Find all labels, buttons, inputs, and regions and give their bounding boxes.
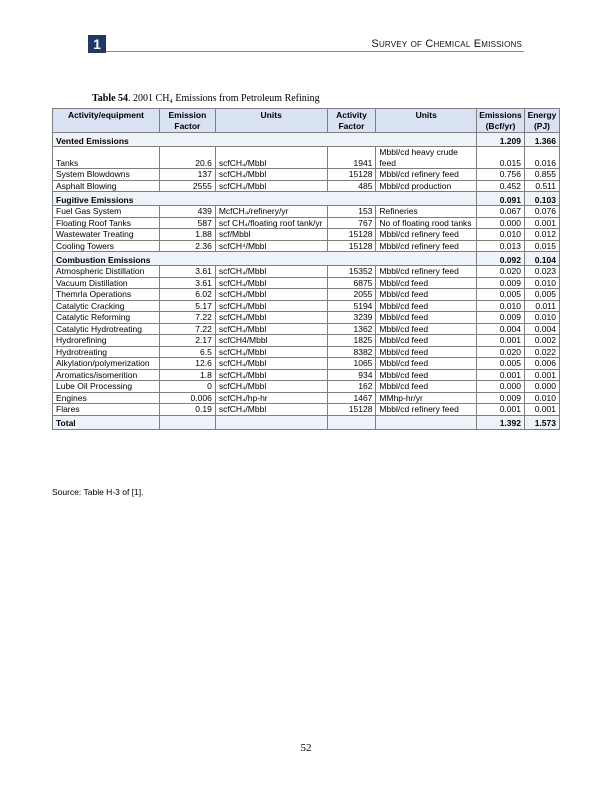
- empty-cell: [327, 415, 376, 429]
- table-row: [53, 206, 560, 218]
- emissions-cell: 0.005: [476, 289, 524, 301]
- activity-factor-cell: 8382: [327, 346, 376, 358]
- chapter-number: 1: [88, 35, 106, 53]
- table-row: [53, 169, 560, 181]
- activity-factor-cell: 15128: [327, 229, 376, 241]
- section-name: Fugitive Emissions: [53, 192, 477, 206]
- emission-factor-cell: 1.8: [159, 369, 215, 381]
- table-row: [53, 277, 560, 289]
- emissions-cell: 0.010: [476, 300, 524, 312]
- activity-units-cell: Mbbl/cd feed: [376, 300, 477, 312]
- emissions-cell: 0.452: [476, 180, 524, 192]
- table-header-row: [53, 109, 560, 133]
- emissions-cell: 0.000: [476, 381, 524, 393]
- column-header: Activity Factor: [327, 109, 376, 133]
- emissions-cell: 0.010: [476, 229, 524, 241]
- activity-factor-cell: 15352: [327, 266, 376, 278]
- emissions-cell: 0.020: [476, 346, 524, 358]
- activity-cell: Floating Roof Tanks: [53, 217, 160, 229]
- emission-factor-cell: 6.02: [159, 289, 215, 301]
- factor-units-cell: scfCH₄/Mbbl: [215, 381, 327, 393]
- section-emissions: 0.092: [476, 252, 524, 266]
- activity-cell: Tanks: [53, 147, 160, 169]
- activity-units-cell: Mbbl/cd feed: [376, 277, 477, 289]
- factor-units-cell: scfCH₄/Mbbl: [215, 312, 327, 324]
- activity-cell: Catalytic Hydrotreating: [53, 323, 160, 335]
- column-header: Units: [215, 109, 327, 133]
- caption-text: 2001 CH₄ Emissions from Petroleum Refining: [133, 93, 320, 104]
- column-header: Units: [376, 109, 477, 133]
- activity-factor-cell: 15128: [327, 404, 376, 416]
- table-row: [53, 147, 560, 169]
- activity-units-cell: No of floating rood tanks: [376, 217, 477, 229]
- table-row: [53, 180, 560, 192]
- activity-factor-cell: 1362: [327, 323, 376, 335]
- activity-factor-cell: 15128: [327, 169, 376, 181]
- column-header: Activity/equipment: [53, 109, 160, 133]
- energy-cell: 0.016: [524, 147, 559, 169]
- activity-units-cell: Mbbl/cd refinery feed: [376, 229, 477, 241]
- activity-cell: Wastewater Treating: [53, 229, 160, 241]
- emission-factor-cell: 2555: [159, 180, 215, 192]
- table-row: [53, 381, 560, 393]
- activity-units-cell: Mbbl/cd feed: [376, 358, 477, 370]
- activity-units-cell: Mbbl/cd feed: [376, 369, 477, 381]
- emission-factor-cell: 1.88: [159, 229, 215, 241]
- energy-cell: 0.001: [524, 217, 559, 229]
- factor-units-cell: scf CH₄/floating roof tank/yr: [215, 217, 327, 229]
- energy-cell: 0.001: [524, 404, 559, 416]
- activity-factor-cell: 1467: [327, 392, 376, 404]
- emissions-table: [52, 108, 560, 430]
- total-emissions: 1.392: [476, 415, 524, 429]
- activity-factor-cell: 1825: [327, 335, 376, 347]
- caption-label: Table 54: [92, 93, 129, 104]
- energy-cell: 0.010: [524, 312, 559, 324]
- factor-units-cell: McfCH₄/refinery/yr: [215, 206, 327, 218]
- factor-units-cell: scfCH₄/Mbbl: [215, 346, 327, 358]
- page-number: 52: [300, 742, 312, 754]
- table-row: [53, 300, 560, 312]
- energy-cell: 0.023: [524, 266, 559, 278]
- factor-units-cell: scfCH₄/Mbbl: [215, 266, 327, 278]
- activity-factor-cell: 5194: [327, 300, 376, 312]
- activity-cell: Alkylation/polymerization: [53, 358, 160, 370]
- emission-factor-cell: 3.61: [159, 277, 215, 289]
- activity-units-cell: Mbbl/cd feed: [376, 381, 477, 393]
- activity-units-cell: Mbbl/cd refinery feed: [376, 404, 477, 416]
- factor-units-cell: scfCH₄/Mbbl: [215, 369, 327, 381]
- activity-units-cell: Mbbl/cd feed: [376, 323, 477, 335]
- activity-factor-cell: 15128: [327, 240, 376, 252]
- energy-cell: 0.076: [524, 206, 559, 218]
- activity-units-cell: Mbbl/cd refinery feed: [376, 266, 477, 278]
- running-title: Survey of Chemical Emissions: [371, 38, 522, 50]
- activity-factor-cell: 6875: [327, 277, 376, 289]
- activity-cell: Atmospheric Distillation: [53, 266, 160, 278]
- factor-units-cell: scfCH₄/Mbbl: [215, 289, 327, 301]
- table-row: [53, 229, 560, 241]
- column-header: Emissions (Bcf/yr): [476, 109, 524, 133]
- factor-units-cell: scfCH₄/hp-hr: [215, 392, 327, 404]
- emissions-cell: 0.001: [476, 369, 524, 381]
- table-row: [53, 392, 560, 404]
- activity-factor-cell: 485: [327, 180, 376, 192]
- section-energy: 0.103: [524, 192, 559, 206]
- activity-units-cell: Refineries: [376, 206, 477, 218]
- activity-factor-cell: 162: [327, 381, 376, 393]
- source-note: Source: Table H-3 of [1].: [52, 487, 144, 497]
- activity-factor-cell: 2055: [327, 289, 376, 301]
- activity-units-cell: Mbbl/cd feed: [376, 289, 477, 301]
- energy-cell: 0.855: [524, 169, 559, 181]
- total-energy: 1.573: [524, 415, 559, 429]
- activity-units-cell: Mbbl/cd feed: [376, 312, 477, 324]
- activity-units-cell: Mbbl/cd feed: [376, 335, 477, 347]
- section-name: Combustion Emissions: [53, 252, 477, 266]
- energy-cell: 0.005: [524, 289, 559, 301]
- activity-cell: Hydrorefining: [53, 335, 160, 347]
- activity-factor-cell: 3239: [327, 312, 376, 324]
- activity-factor-cell: 1941: [327, 147, 376, 169]
- emission-factor-cell: 439: [159, 206, 215, 218]
- activity-factor-cell: 767: [327, 217, 376, 229]
- activity-cell: Lube Oil Processing: [53, 381, 160, 393]
- table-row: [53, 358, 560, 370]
- activity-cell: Catalytic Reforming: [53, 312, 160, 324]
- section-header-row: [53, 252, 560, 266]
- activity-factor-cell: 934: [327, 369, 376, 381]
- emission-factor-cell: 7.22: [159, 323, 215, 335]
- activity-cell: System Blowdowns: [53, 169, 160, 181]
- energy-cell: 0.012: [524, 229, 559, 241]
- activity-units-cell: Mbbl/cd heavy crude feed: [376, 147, 477, 169]
- energy-cell: 0.011: [524, 300, 559, 312]
- activity-units-cell: Mbbl/cd refinery feed: [376, 240, 477, 252]
- emissions-cell: 0.009: [476, 312, 524, 324]
- emission-factor-cell: 0.19: [159, 404, 215, 416]
- factor-units-cell: scfCH4/Mbbl: [215, 335, 327, 347]
- energy-cell: 0.022: [524, 346, 559, 358]
- emissions-cell: 0.005: [476, 358, 524, 370]
- emission-factor-cell: 2.17: [159, 335, 215, 347]
- section-emissions: 1.209: [476, 133, 524, 147]
- empty-cell: [376, 415, 477, 429]
- emissions-cell: 0.756: [476, 169, 524, 181]
- factor-units-cell: scfCH₄/Mbbl: [215, 277, 327, 289]
- emissions-cell: 0.067: [476, 206, 524, 218]
- column-header: Emission Factor: [159, 109, 215, 133]
- activity-cell: Vacuum Distillation: [53, 277, 160, 289]
- energy-cell: 0.002: [524, 335, 559, 347]
- empty-cell: [215, 415, 327, 429]
- energy-cell: 0.015: [524, 240, 559, 252]
- factor-units-cell: scfCH₄/Mbbl: [215, 323, 327, 335]
- activity-cell: Engines: [53, 392, 160, 404]
- table-row: [53, 346, 560, 358]
- emission-factor-cell: 2.36: [159, 240, 215, 252]
- section-energy: 1.366: [524, 133, 559, 147]
- header-divider: [106, 51, 524, 52]
- activity-cell: Aromatics/isomerition: [53, 369, 160, 381]
- emissions-cell: 0.009: [476, 277, 524, 289]
- table-row: [53, 335, 560, 347]
- energy-cell: 0.004: [524, 323, 559, 335]
- factor-units-cell: scfCH₄/Mbbl: [215, 147, 327, 169]
- emission-factor-cell: 7.22: [159, 312, 215, 324]
- emission-factor-cell: 5.17: [159, 300, 215, 312]
- energy-cell: 0.000: [524, 381, 559, 393]
- factor-units-cell: scfCH₄/Mbbl: [215, 180, 327, 192]
- energy-cell: 0.006: [524, 358, 559, 370]
- table-row: [53, 266, 560, 278]
- emissions-cell: 0.015: [476, 147, 524, 169]
- activity-factor-cell: 153: [327, 206, 376, 218]
- section-header-row: [53, 192, 560, 206]
- energy-cell: 0.010: [524, 392, 559, 404]
- emission-factor-cell: 6.5: [159, 346, 215, 358]
- emission-factor-cell: 587: [159, 217, 215, 229]
- activity-units-cell: Mbbl/cd production: [376, 180, 477, 192]
- emissions-cell: 0.013: [476, 240, 524, 252]
- emissions-cell: 0.001: [476, 404, 524, 416]
- emissions-cell: 0.001: [476, 335, 524, 347]
- factor-units-cell: scfCH₄/Mbbl: [215, 358, 327, 370]
- table-row: [53, 369, 560, 381]
- column-header: Energy (PJ): [524, 109, 559, 133]
- energy-cell: 0.511: [524, 180, 559, 192]
- emission-factor-cell: 0.006: [159, 392, 215, 404]
- emissions-cell: 0.009: [476, 392, 524, 404]
- emission-factor-cell: 12.6: [159, 358, 215, 370]
- emissions-cell: 0.000: [476, 217, 524, 229]
- table-row: [53, 240, 560, 252]
- factor-units-cell: scfCH⁴/Mbbl: [215, 240, 327, 252]
- activity-cell: Catalytic Cracking: [53, 300, 160, 312]
- emission-factor-cell: 0: [159, 381, 215, 393]
- table-row: [53, 289, 560, 301]
- section-header-row: [53, 133, 560, 147]
- activity-factor-cell: 1065: [327, 358, 376, 370]
- total-label: Total: [53, 415, 160, 429]
- activity-units-cell: Mbbl/cd refinery feed: [376, 169, 477, 181]
- total-row: [53, 415, 560, 429]
- section-emissions: 0.091: [476, 192, 524, 206]
- table-row: [53, 404, 560, 416]
- factor-units-cell: scf/Mbbl: [215, 229, 327, 241]
- energy-cell: 0.001: [524, 369, 559, 381]
- emission-factor-cell: 20.6: [159, 147, 215, 169]
- factor-units-cell: scfCH₄/Mbbl: [215, 404, 327, 416]
- activity-units-cell: Mbbl/cd feed: [376, 346, 477, 358]
- factor-units-cell: scfCH₄/Mbbl: [215, 169, 327, 181]
- activity-units-cell: MMhp-hr/yr: [376, 392, 477, 404]
- activity-cell: Fuel Gas System: [53, 206, 160, 218]
- table-caption: Table 54. 2001 CH₄ Emissions from Petroleum Refining: [92, 93, 320, 104]
- activity-cell: Asphalt Blowing: [53, 180, 160, 192]
- activity-cell: Themrla Operations: [53, 289, 160, 301]
- emissions-cell: 0.020: [476, 266, 524, 278]
- emission-factor-cell: 3.61: [159, 266, 215, 278]
- section-energy: 0.104: [524, 252, 559, 266]
- table-row: [53, 323, 560, 335]
- table-row: [53, 312, 560, 324]
- activity-cell: Flares: [53, 404, 160, 416]
- factor-units-cell: scfCH₄/Mbbl: [215, 300, 327, 312]
- section-name: Vented Emissions: [53, 133, 477, 147]
- energy-cell: 0.010: [524, 277, 559, 289]
- emissions-cell: 0.004: [476, 323, 524, 335]
- activity-cell: Cooling Towers: [53, 240, 160, 252]
- activity-cell: Hydrotreating: [53, 346, 160, 358]
- empty-cell: [159, 415, 215, 429]
- emission-factor-cell: 137: [159, 169, 215, 181]
- table-row: [53, 217, 560, 229]
